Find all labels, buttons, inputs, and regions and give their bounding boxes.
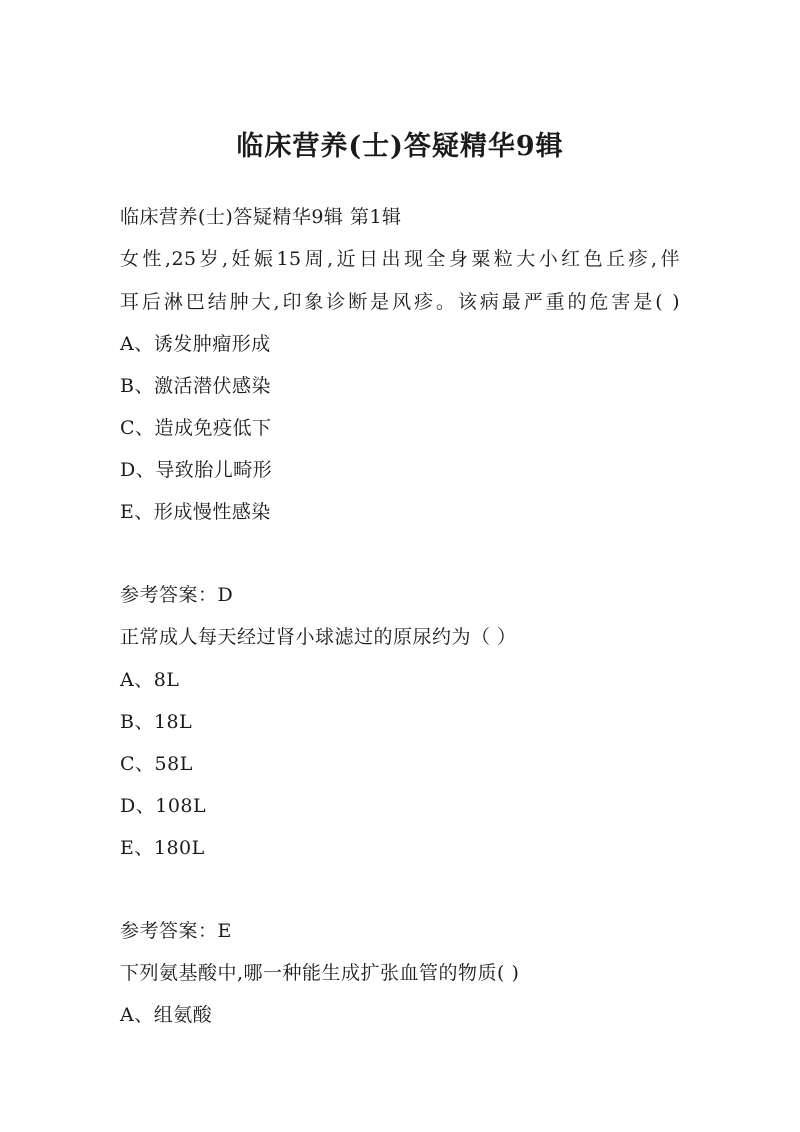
document-title: 临床营养(士)答疑精华9辑: [236, 131, 564, 162]
option-e: E、形成慢性感染: [120, 501, 271, 523]
reference-answer: 参考答案：D: [120, 584, 234, 606]
option-d: D、导致胎儿畸形: [120, 459, 273, 481]
question-stem-line: 女性,25岁,妊娠15周,近日出现全身粟粒大小红色丘疹,伴: [120, 248, 680, 270]
question-stem-line: 正常成人每天经过肾小球滤过的原尿约为（ ）: [120, 626, 517, 648]
option-d: D、108L: [120, 795, 207, 817]
option-a: A、8L: [120, 669, 180, 691]
option-e: E、180L: [120, 837, 205, 859]
option-a: A、诱发肿瘤形成: [120, 333, 271, 355]
option-b: B、激活潜伏感染: [120, 375, 271, 397]
question-stem-line: 下列氨基酸中,哪一种能生成扩张血管的物质( ): [120, 962, 520, 984]
reference-answer: 参考答案：E: [120, 920, 232, 942]
document-subtitle: 临床营养(士)答疑精华9辑 第1辑: [120, 206, 402, 228]
option-b: B、18L: [120, 711, 193, 733]
option-c: C、造成免疫低下: [120, 417, 272, 439]
option-a: A、组氨酸: [120, 1004, 213, 1026]
question-stem-line: 耳后淋巴结肿大,印象诊断是风疹。该病最严重的危害是( ): [120, 291, 680, 313]
option-c: C、58L: [120, 753, 193, 775]
